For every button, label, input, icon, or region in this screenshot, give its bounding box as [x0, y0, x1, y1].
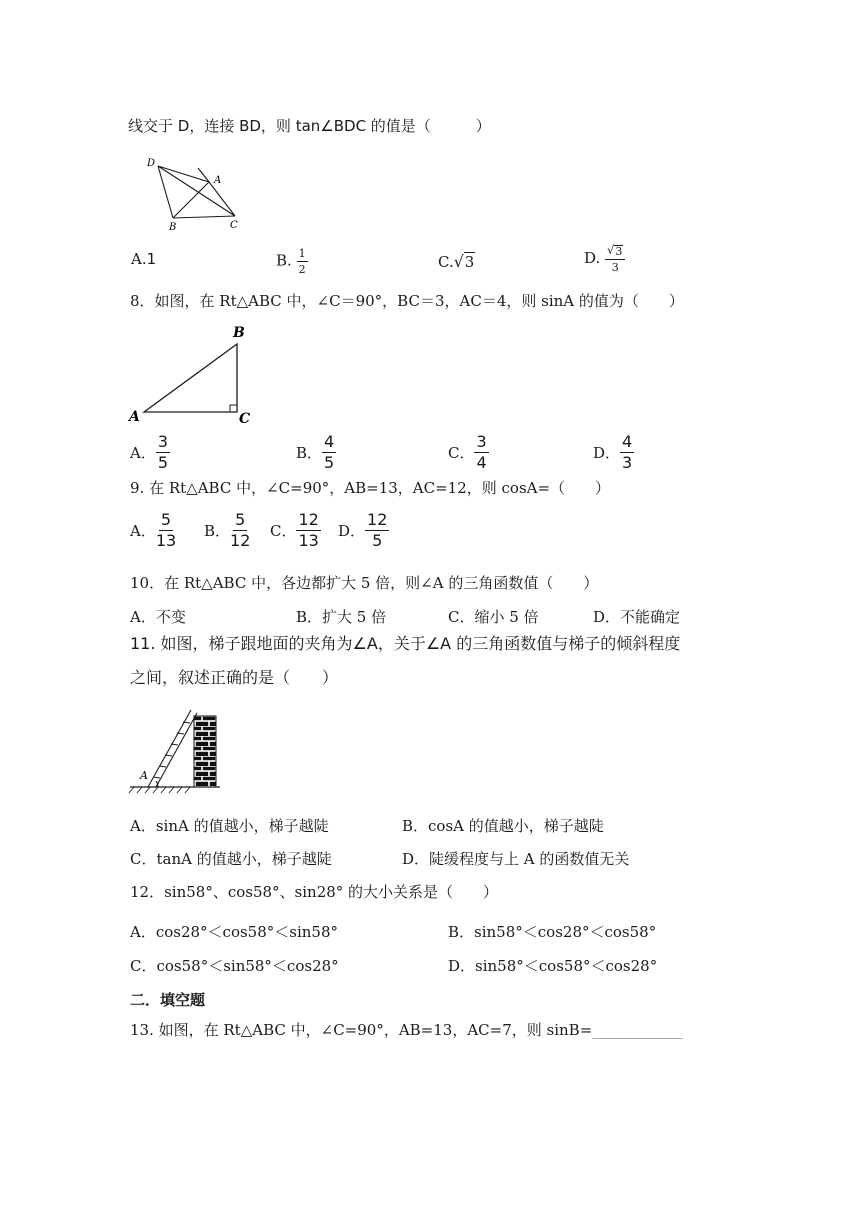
q9-option-d: D． $\frac{12}{5}$	[338, 510, 388, 550]
q8-figure	[126, 322, 256, 426]
fraction: $\frac{1}{2}$	[298, 247, 306, 276]
q12-option-d: D．sin58°＜cos58°＜cos28°	[448, 957, 658, 975]
q10-option-c: C．缩小 5 倍	[448, 608, 539, 626]
q8-option-b: B． $\frac{4}{5}$	[296, 432, 335, 472]
section-title: 二．填空题	[130, 991, 206, 1009]
q12-option-c: C．cos58°＜sin58°＜cos28°	[130, 957, 339, 975]
q7-figure	[138, 152, 248, 234]
fraction: √ 3 3	[605, 245, 625, 273]
q11-option-b: B．cosA 的值越小，梯子越陡	[402, 817, 604, 835]
q8-label-b: B	[233, 325, 245, 341]
q7-option-c: C. √ 3	[438, 252, 475, 271]
q11-label-a: A	[140, 769, 148, 782]
q12-option-b: B．sin58°＜cos28°＜cos58°	[448, 923, 657, 941]
q11-figure	[128, 706, 224, 798]
q7-option-b: B. $\frac{1}{2}$	[276, 247, 306, 276]
q8-label-a: A	[129, 409, 140, 425]
q7-label-d: D	[147, 158, 156, 169]
q11-option-c: C．tanA 的值越小，梯子越陡	[130, 850, 332, 868]
q7-label-a: A	[214, 175, 222, 186]
q8-label-c: C	[239, 411, 251, 426]
answer-blank[interactable]: ____________	[592, 1021, 683, 1039]
q7-option-a: A.1	[131, 250, 157, 268]
q12-option-a: A．cos28°＜cos58°＜sin58°	[130, 923, 339, 941]
q7-option-d: D. √ 3 3	[584, 245, 625, 273]
q10-stem: 10．在 Rt△ABC 中，各边都扩大 5 倍，则∠A 的三角函数值（ ）	[130, 574, 599, 592]
q8-option-c: C． $\frac{3}{4}$	[448, 432, 487, 472]
q7-label-c: C	[230, 220, 238, 231]
q10-option-a: A．不变	[130, 608, 186, 626]
q11-option-d: D．陡缓程度与上 A 的函数值无关	[402, 850, 630, 868]
q8-option-d: D． $\frac{4}{3}$	[593, 432, 633, 472]
q11-option-a: A．sinA 的值越小，梯子越陡	[130, 817, 329, 835]
sqrt-symbol: √ 3	[453, 252, 475, 271]
q7-label-b: B	[169, 222, 177, 233]
q7-stem: 线交于 D，连接 BD，则 tan∠BDC 的值是（ ）	[128, 117, 491, 135]
q9-stem: 9. 在 Rt△ABC 中，∠C=90°，AB=13，AC=12，则 cosA=（ ）	[130, 479, 611, 497]
q12-stem: 12．sin58°、cos58°、sin28° 的大小关系是（ ）	[130, 883, 499, 901]
q13-stem: 13. 如图，在 Rt△ABC 中，∠C=90°，AB=13，AC=7，则 sinB=____________	[130, 1021, 683, 1039]
q11-stem-line1: 11. 如图，梯子跟地面的夹角为∠A，关于∠A 的三角函数值与梯子的倾斜程度	[130, 634, 681, 653]
q11-stem-line2: 之间，叙述正确的是（ ）	[130, 668, 339, 687]
q8-stem: 8．如图，在 Rt△ABC 中，∠C＝90°，BC＝3，AC＝4，则 sinA 的值为（ ）	[130, 292, 684, 310]
q9-option-a: A． $\frac{5}{13}$	[130, 510, 177, 550]
q10-option-d: D．不能确定	[593, 608, 681, 626]
q9-option-b: B． $\frac{5}{12}$	[204, 510, 251, 550]
q9-option-c: C． $\frac{12}{13}$	[270, 510, 319, 550]
q10-option-b: B．扩大 5 倍	[296, 608, 387, 626]
q8-option-a: A． $\frac{3}{5}$	[130, 432, 169, 472]
